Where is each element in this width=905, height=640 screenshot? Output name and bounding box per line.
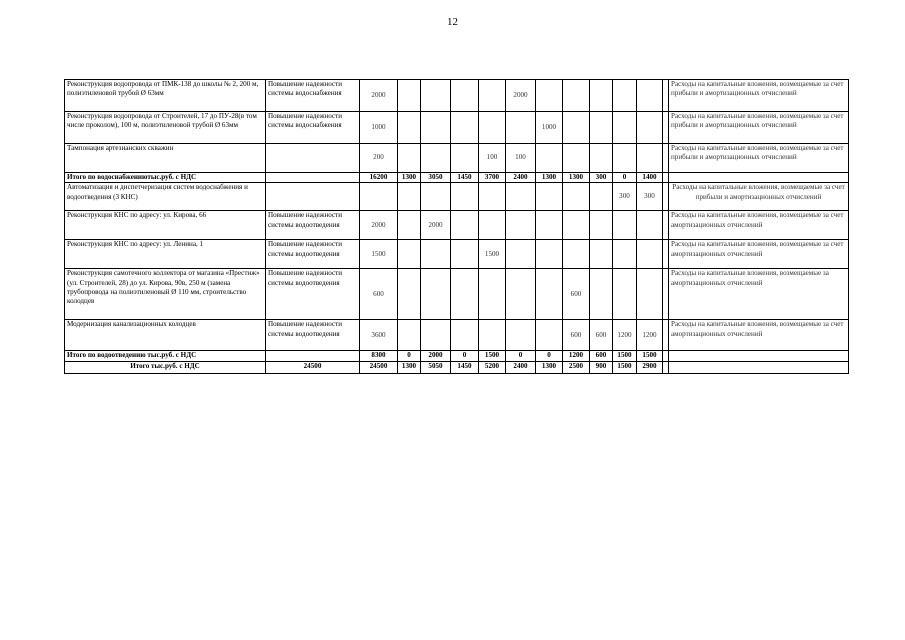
year-value-cell: 1500 [637, 351, 663, 361]
subtotal-row [65, 351, 849, 361]
funding-source-cell: Расходы на капитальные вложения, возмещаемые за амортизационных отчислений [669, 269, 849, 320]
year-value-cell [421, 183, 451, 211]
table-body [65, 80, 849, 374]
year-value-cell [506, 211, 536, 240]
year-value-cell [421, 320, 451, 351]
year-value-cell: 1200 [563, 351, 590, 361]
year-value-cell [536, 144, 563, 173]
year-value-cell: 1300 [563, 173, 590, 183]
year-value-cell [451, 112, 479, 144]
project-name-cell: Реконструкция самотечного коллектора от магазина «Престиж» (ул. Строителей, 28) до ул. Кирова, 90в, 250 м (замена трубопровода на полиэтиленовый Ø 110 мм, строительство колодцев [65, 269, 266, 320]
year-value-cell [613, 269, 637, 320]
year-value-cell: 100 [479, 144, 506, 173]
funding-source-cell: Расходы на капитальные вложения, возмещаемые за счет амортизационных отчислений [669, 211, 849, 240]
year-value-cell: 1500 [479, 240, 506, 269]
funding-source-cell: Расходы на капитальные вложения, возмещаемые за счет прибыли и амортизационных отчислений [669, 112, 849, 144]
total-cost-cell: 2000 [360, 80, 398, 112]
year-value-cell: 300 [590, 173, 613, 183]
table-row [65, 144, 849, 173]
year-value-cell [451, 80, 479, 112]
year-value-cell [637, 240, 663, 269]
purpose-cell: Повышение надежности системы водоотведения [266, 211, 360, 240]
total-cost-cell: 600 [360, 269, 398, 320]
funding-source-cell: Расходы на капитальные вложения, возмещаемые за счет прибыли и амортизационных отчислений [669, 144, 849, 173]
year-value-cell [506, 240, 536, 269]
year-value-cell [590, 80, 613, 112]
total-cost-cell: 3600 [360, 320, 398, 351]
year-value-cell [398, 211, 421, 240]
year-value-cell: 900 [590, 361, 613, 373]
year-value-cell: 2000 [421, 211, 451, 240]
subtotal-row [65, 173, 849, 183]
year-value-cell: 100 [506, 144, 536, 173]
funding-source-cell: Расходы на капитальные вложения, возмещаемые за счет прибыли и амортизационных отчислений [669, 183, 849, 211]
year-value-cell: 3050 [421, 173, 451, 183]
year-value-cell: 600 [563, 269, 590, 320]
year-value-cell: 0 [506, 351, 536, 361]
year-value-cell: 2000 [506, 80, 536, 112]
year-value-cell [536, 320, 563, 351]
year-value-cell: 1500 [613, 351, 637, 361]
purpose-cell: Повышение надежности системы водоснабжения [266, 112, 360, 144]
year-value-cell: 300 [613, 183, 637, 211]
project-name-cell: Реконструкция водопровода от Строителей, 17 до ПУ-28(в том числе проколом), 100 м, полиэтиленовой трубой Ø 63мм [65, 112, 266, 144]
year-value-cell [451, 144, 479, 173]
year-value-cell: 2900 [637, 361, 663, 373]
year-value-cell: 1450 [451, 361, 479, 373]
purpose-cell: Повышение надежности системы водоснабжения [266, 80, 360, 112]
year-value-cell [590, 269, 613, 320]
year-value-cell [506, 183, 536, 211]
year-value-cell [421, 240, 451, 269]
total-cost-cell [360, 183, 398, 211]
year-value-cell [637, 211, 663, 240]
table-row [65, 112, 849, 144]
year-value-cell [479, 112, 506, 144]
table-row [65, 183, 849, 211]
table-row [65, 320, 849, 351]
year-value-cell [563, 211, 590, 240]
year-value-cell [637, 112, 663, 144]
purpose-cell: 24500 [266, 361, 360, 373]
year-value-cell [613, 240, 637, 269]
year-value-cell [398, 80, 421, 112]
project-name-cell: Итого тыс.руб. с НДС [65, 361, 266, 373]
purpose-cell: Повышение надежности системы водоотведения [266, 320, 360, 351]
year-value-cell: 2000 [421, 351, 451, 361]
year-value-cell [398, 144, 421, 173]
year-value-cell [590, 144, 613, 173]
purpose-cell [266, 144, 360, 173]
year-value-cell [536, 183, 563, 211]
investment-table [64, 79, 849, 374]
funding-source-cell: Расходы на капитальные вложения, возмещаемые за счет амортизационных отчислений [669, 240, 849, 269]
year-value-cell [451, 240, 479, 269]
year-value-cell [451, 320, 479, 351]
page-number: 12 [447, 16, 458, 28]
year-value-cell: 1300 [398, 361, 421, 373]
year-value-cell [479, 183, 506, 211]
year-value-cell [613, 80, 637, 112]
year-value-cell [590, 211, 613, 240]
total-cost-cell: 1000 [360, 112, 398, 144]
year-value-cell [451, 183, 479, 211]
year-value-cell [506, 112, 536, 144]
year-value-cell [451, 269, 479, 320]
project-name-cell: Итого по водоотведению тыс.руб. с НДС [65, 351, 266, 361]
year-value-cell [536, 269, 563, 320]
purpose-cell: Повышение надежности системы водоотведения [266, 269, 360, 320]
year-value-cell [398, 240, 421, 269]
year-value-cell: 600 [590, 320, 613, 351]
year-value-cell: 2500 [563, 361, 590, 373]
table-row [65, 269, 849, 320]
year-value-cell: 0 [536, 351, 563, 361]
project-name-cell: Тампонация артезианских скважин [65, 144, 266, 173]
year-value-cell [536, 211, 563, 240]
year-value-cell [613, 144, 637, 173]
year-value-cell [479, 320, 506, 351]
year-value-cell: 1500 [479, 351, 506, 361]
year-value-cell [613, 112, 637, 144]
total-cost-cell: 200 [360, 144, 398, 173]
purpose-cell [266, 183, 360, 211]
year-value-cell [398, 320, 421, 351]
year-value-cell: 5050 [421, 361, 451, 373]
year-value-cell [506, 269, 536, 320]
year-value-cell: 5200 [479, 361, 506, 373]
year-value-cell: 1500 [613, 361, 637, 373]
year-value-cell [398, 183, 421, 211]
year-value-cell [536, 240, 563, 269]
year-value-cell [563, 240, 590, 269]
table-row [65, 80, 849, 112]
project-name-cell: Модернизация канализационных колодцев [65, 320, 266, 351]
year-value-cell: 1200 [613, 320, 637, 351]
total-cost-cell: 24500 [360, 361, 398, 373]
total-cost-cell: 2000 [360, 211, 398, 240]
year-value-cell [637, 144, 663, 173]
funding-source-cell [669, 173, 849, 183]
project-name-cell: Реконструкция водопровода от ПМК-138 до школы № 2, 200 м, полиэтиленовой трубой Ø 63мм [65, 80, 266, 112]
year-value-cell: 1200 [637, 320, 663, 351]
year-value-cell [451, 211, 479, 240]
year-value-cell: 2400 [506, 361, 536, 373]
purpose-cell: Повышение надежности системы водоотведения [266, 240, 360, 269]
table-row [65, 211, 849, 240]
year-value-cell [421, 112, 451, 144]
year-value-cell: 600 [563, 320, 590, 351]
total-cost-cell: 8300 [360, 351, 398, 361]
year-value-cell [421, 144, 451, 173]
year-value-cell: 2400 [506, 173, 536, 183]
purpose-cell [266, 173, 360, 183]
funding-source-cell [669, 361, 849, 373]
funding-source-cell: Расходы на капитальные вложения, возмещаемые за счет прибыли и амортизационных отчислений [669, 80, 849, 112]
year-value-cell: 300 [637, 183, 663, 211]
purpose-cell [266, 351, 360, 361]
year-value-cell [479, 269, 506, 320]
year-value-cell: 0 [613, 173, 637, 183]
year-value-cell [479, 211, 506, 240]
year-value-cell [590, 183, 613, 211]
year-value-cell [536, 80, 563, 112]
project-name-cell: Автоматизация и диспетчеризация систем водоснабжения и водоотведения (3 КНС) [65, 183, 266, 211]
year-value-cell [563, 112, 590, 144]
year-value-cell [637, 80, 663, 112]
year-value-cell [506, 320, 536, 351]
year-value-cell: 1450 [451, 173, 479, 183]
year-value-cell: 0 [451, 351, 479, 361]
year-value-cell [479, 80, 506, 112]
year-value-cell [421, 80, 451, 112]
year-value-cell: 1300 [536, 361, 563, 373]
total-cost-cell: 16200 [360, 173, 398, 183]
funding-source-cell [669, 351, 849, 361]
year-value-cell [563, 80, 590, 112]
grand-total-row [65, 361, 849, 373]
year-value-cell: 0 [398, 351, 421, 361]
year-value-cell: 1400 [637, 173, 663, 183]
year-value-cell [421, 269, 451, 320]
year-value-cell: 1300 [398, 173, 421, 183]
year-value-cell: 1300 [536, 173, 563, 183]
year-value-cell [613, 211, 637, 240]
year-value-cell: 600 [590, 351, 613, 361]
project-name-cell: Итого по водоснабжениютыс.руб. с НДС [65, 173, 266, 183]
year-value-cell [398, 269, 421, 320]
project-name-cell: Реконструкция КНС по адресу: ул. Ленина, 1 [65, 240, 266, 269]
project-name-cell: Реконструкция КНС по адресу: ул. Кирова, 66 [65, 211, 266, 240]
year-value-cell [563, 144, 590, 173]
year-value-cell: 3700 [479, 173, 506, 183]
funding-source-cell: Расходы на капитальные вложения, возмещаемые за счет амортизационных отчислений [669, 320, 849, 351]
year-value-cell [637, 269, 663, 320]
table-row [65, 240, 849, 269]
total-cost-cell: 1500 [360, 240, 398, 269]
year-value-cell: 1000 [536, 112, 563, 144]
year-value-cell [563, 183, 590, 211]
year-value-cell [590, 240, 613, 269]
year-value-cell [590, 112, 613, 144]
year-value-cell [398, 112, 421, 144]
